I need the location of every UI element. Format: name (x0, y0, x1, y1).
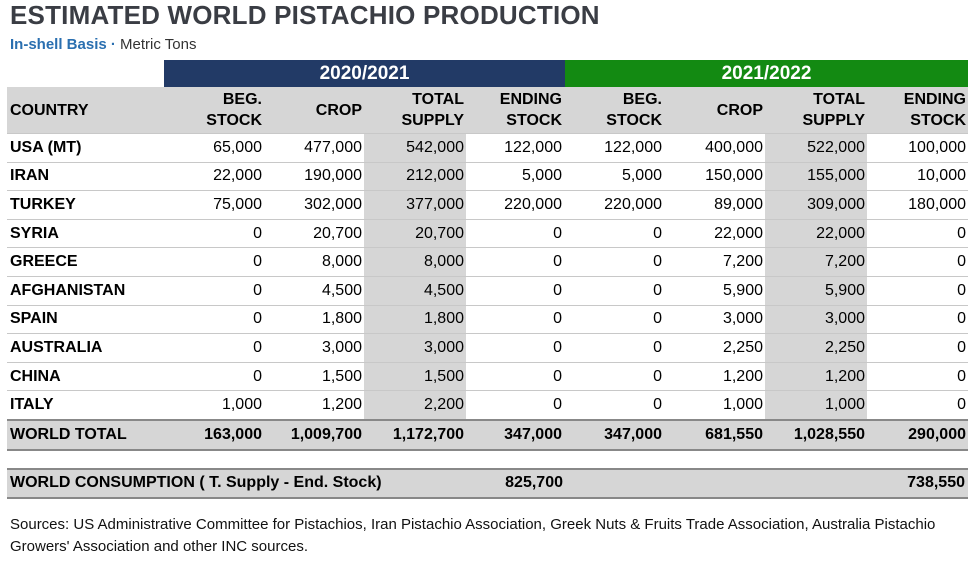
value-cell: 1,500 (364, 362, 466, 391)
value-cell: 0 (253, 224, 262, 242)
value-cell: 122,000 (604, 138, 662, 156)
country-cell: CHINA (10, 367, 61, 385)
year-header-2020-2021: 2020/2021 (164, 60, 565, 87)
value-cell: 0 (653, 338, 662, 356)
value-cell: 1,009,700 (264, 420, 364, 450)
value-cell: 1,800 (321, 310, 362, 328)
value-cell: 0 (553, 281, 562, 299)
header-ending-stock-a: ENDING STOCK (466, 87, 564, 134)
country-cell: WORLD TOTAL (7, 420, 164, 450)
value-cell: 0 (653, 367, 662, 385)
value-cell: 7,200 (765, 248, 867, 277)
value-cell: 0 (957, 338, 966, 356)
value-cell: 4,500 (321, 281, 362, 299)
value-cell: 0 (553, 224, 562, 242)
value-cell: 0 (653, 310, 662, 328)
value-cell: 290,000 (867, 420, 968, 450)
header-beg-stock-b: BEG. STOCK (564, 87, 664, 134)
value-cell: 0 (253, 367, 262, 385)
country-cell: SPAIN (10, 310, 58, 328)
value-cell: 1,800 (364, 305, 466, 334)
subtitle-basis: In-shell Basis (10, 36, 107, 53)
value-cell: 22,000 (765, 219, 867, 248)
table-row (7, 134, 968, 163)
value-cell: 8,000 (321, 253, 362, 271)
value-cell: 0 (957, 367, 966, 385)
value-cell: 5,900 (722, 281, 763, 299)
value-cell: 3,000 (364, 334, 466, 363)
table-row (7, 219, 968, 248)
value-cell: 22,000 (213, 167, 262, 185)
value-cell: 5,000 (521, 167, 562, 185)
value-cell: 5,900 (765, 276, 867, 305)
value-cell: 20,700 (313, 224, 362, 242)
consumption-value-2021-2022: 738,550 (907, 474, 965, 491)
value-cell: 0 (553, 253, 562, 271)
header-beg-stock-a: BEG. STOCK (164, 87, 264, 134)
table-row (7, 362, 968, 391)
value-cell: 3,000 (765, 305, 867, 334)
value-cell: 180,000 (908, 195, 966, 213)
country-cell: SYRIA (10, 224, 59, 242)
value-cell: 65,000 (213, 138, 262, 156)
value-cell: 212,000 (364, 162, 466, 191)
subtitle (10, 36, 196, 53)
value-cell: 7,200 (722, 253, 763, 271)
value-cell: 347,000 (466, 420, 564, 450)
value-cell: 163,000 (164, 420, 264, 450)
year-header-2021-2022: 2021/2022 (565, 60, 968, 87)
value-cell: 220,000 (604, 195, 662, 213)
subtitle-units: Metric Tons (120, 36, 197, 53)
country-cell: USA (MT) (10, 138, 82, 156)
value-cell: 0 (957, 281, 966, 299)
value-cell: 0 (553, 367, 562, 385)
value-cell: 0 (957, 224, 966, 242)
value-cell: 0 (653, 281, 662, 299)
header-crop-a: CROP (264, 87, 364, 134)
value-cell: 4,500 (364, 276, 466, 305)
table-row (7, 248, 968, 277)
table-row (7, 191, 968, 220)
header-crop-b: CROP (664, 87, 765, 134)
header-total-supply-b: TOTAL SUPPLY (765, 87, 867, 134)
value-cell: 0 (253, 338, 262, 356)
value-cell: 1,000 (765, 391, 867, 420)
value-cell: 309,000 (765, 191, 867, 220)
value-cell: 542,000 (364, 134, 466, 163)
value-cell: 1,200 (722, 367, 763, 385)
value-cell: 681,550 (664, 420, 765, 450)
value-cell: 1,028,550 (765, 420, 867, 450)
value-cell: 0 (553, 396, 562, 414)
value-cell: 75,000 (213, 195, 262, 213)
value-cell: 0 (553, 338, 562, 356)
value-cell: 1,200 (321, 396, 362, 414)
value-cell: 2,250 (722, 338, 763, 356)
value-cell: 89,000 (714, 195, 763, 213)
consumption-label: WORLD CONSUMPTION ( T. Supply - End. Stock) (10, 474, 382, 491)
header-country: COUNTRY (7, 87, 164, 134)
value-cell: 0 (957, 253, 966, 271)
value-cell: 377,000 (364, 191, 466, 220)
header-ending-stock-b: ENDING STOCK (867, 87, 968, 134)
value-cell: 1,000 (722, 396, 763, 414)
value-cell: 0 (653, 396, 662, 414)
table-row (7, 162, 968, 191)
value-cell: 190,000 (304, 167, 362, 185)
table-row (7, 305, 968, 334)
country-cell: ITALY (10, 396, 54, 414)
value-cell: 0 (253, 253, 262, 271)
value-cell: 0 (653, 253, 662, 271)
value-cell: 1,000 (221, 396, 262, 414)
value-cell: 2,250 (765, 334, 867, 363)
table-row (7, 334, 968, 363)
table-row (7, 391, 968, 420)
value-cell: 2,200 (364, 391, 466, 420)
value-cell: 3,000 (722, 310, 763, 328)
value-cell: 10,000 (917, 167, 966, 185)
value-cell: 100,000 (908, 138, 966, 156)
sources-note: Sources: US Administrative Committee for Pistachios, Iran Pistachio Association, Greek Nuts & Fruits Trade Association, Australia Pistachio Growers' Association and other INC sources. (10, 516, 936, 555)
value-cell: 122,000 (504, 138, 562, 156)
value-cell: 5,000 (621, 167, 662, 185)
value-cell: 22,000 (714, 224, 763, 242)
value-cell: 150,000 (705, 167, 763, 185)
value-cell: 522,000 (765, 134, 867, 163)
value-cell: 155,000 (765, 162, 867, 191)
country-cell: IRAN (10, 167, 50, 185)
country-cell: AUSTRALIA (10, 338, 103, 356)
value-cell: 0 (553, 310, 562, 328)
table-row (7, 276, 968, 305)
header-total-supply-a: TOTAL SUPPLY (364, 87, 466, 134)
value-cell: 477,000 (304, 138, 362, 156)
value-cell: 400,000 (705, 138, 763, 156)
consumption-value-2020-2021: 825,700 (505, 474, 563, 491)
value-cell: 8,000 (364, 248, 466, 277)
value-cell: 0 (253, 310, 262, 328)
value-cell: 347,000 (564, 420, 664, 450)
table-body (7, 134, 968, 450)
value-cell: 1,200 (765, 362, 867, 391)
subtitle-separator: · (110, 36, 116, 53)
value-cell: 220,000 (504, 195, 562, 213)
value-cell: 0 (253, 281, 262, 299)
value-cell: 1,172,700 (364, 420, 466, 450)
value-cell: 0 (653, 224, 662, 242)
value-cell: 20,700 (364, 219, 466, 248)
value-cell: 0 (957, 396, 966, 414)
header-row (7, 87, 968, 134)
value-cell: 1,500 (321, 367, 362, 385)
value-cell: 302,000 (304, 195, 362, 213)
world-consumption-row (7, 468, 968, 499)
value-cell: 0 (957, 310, 966, 328)
country-cell: AFGHANISTAN (10, 281, 126, 299)
world-total-row (7, 420, 968, 450)
country-cell: GREECE (10, 253, 78, 271)
value-cell: 3,000 (321, 338, 362, 356)
country-cell: TURKEY (10, 195, 76, 213)
production-table (7, 87, 968, 451)
page-title: ESTIMATED WORLD PISTACHIO PRODUCTION (10, 0, 600, 30)
